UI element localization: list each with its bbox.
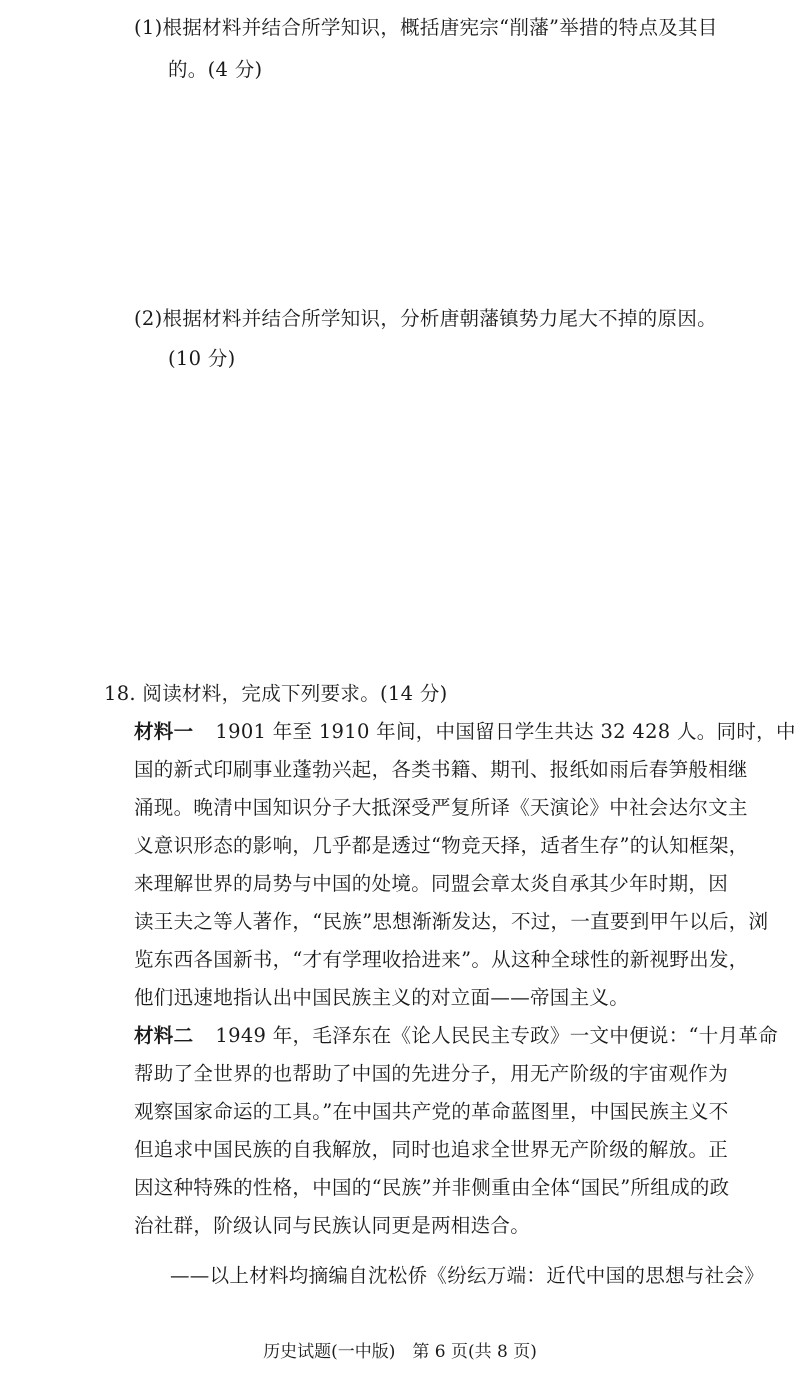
material-2-line-5: 因这种特殊的性格，中国的“民族”并非侧重由全体“国民”所组成的政 xyxy=(134,1176,730,1199)
material-source-citation: ——以上材料均摘编自沈松侨《纷纭万端：近代中国的思想与社会》 xyxy=(170,1264,765,1287)
material-2-line-1 xyxy=(134,1022,778,1050)
material-2-text: 1949 年，毛泽东在《论人民民主专政》一文中便说：“十月革命 xyxy=(215,1024,778,1047)
material-1-line-8: 他们迅速地指认出中国民族主义的对立面——帝国主义。 xyxy=(134,986,630,1009)
question-2-text-line-1: (2)根据材料并结合所学知识，分析唐朝藩镇势力尾大不掉的原因。 xyxy=(134,307,717,330)
question-1-text-line-2: 的。(4 分) xyxy=(168,58,263,81)
material-1-text: 1901 年至 1910 年间，中国留日学生共达 32 428 人。同时，中 xyxy=(215,720,796,743)
material-2-line-6: 治社群，阶级认同与民族认同更是两相迭合。 xyxy=(134,1214,531,1237)
material-2-line-2: 帮助了全世界的也帮助了中国的先进分子，用无产阶级的宇宙观作为 xyxy=(134,1062,729,1085)
question-18-heading: 18. 阅读材料，完成下列要求。(14 分) xyxy=(104,682,448,705)
material-2-line-4: 但追求中国民族的自我解放，同时也追求全世界无产阶级的解放。正 xyxy=(134,1138,729,1161)
material-1-line-5: 来理解世界的局势与中国的处境。同盟会章太炎自承其少年时期，因 xyxy=(134,872,729,895)
material-1-line-7: 览东西各国新书，“才有学理收拾进来”。从这种全球性的新视野出发， xyxy=(134,948,749,971)
material-1-line-6: 读王夫之等人著作，“民族”思想渐渐发达，不过，一直要到甲午以后，浏 xyxy=(134,910,769,933)
material-2-line-3: 观察国家命运的工具。”在中国共产党的革命蓝图里，中国民族主义不 xyxy=(134,1100,729,1123)
material-2-label: 材料二 xyxy=(134,1024,194,1047)
material-1-line-4: 义意识形态的影响，几乎都是透过“物竞天择，适者生存”的认知框架， xyxy=(134,834,749,857)
material-1-label: 材料一 xyxy=(134,720,194,743)
material-1-line-2: 国的新式印刷事业蓬勃兴起，各类书籍、期刊、报纸如雨后春笋般相继 xyxy=(134,758,748,781)
question-1-text-line-1: (1)根据材料并结合所学知识，概括唐宪宗“削藩”举措的特点及其目 xyxy=(134,16,718,39)
question-2-text-line-2: (10 分) xyxy=(168,347,236,370)
material-1-line-3: 涌现。晚清中国知识分子大抵深受严复所译《天演论》中社会达尔文主 xyxy=(134,796,748,819)
material-1-line-1 xyxy=(134,718,796,746)
page-footer: 历史试题(一中版) 第 6 页(共 8 页) xyxy=(263,1342,537,1362)
